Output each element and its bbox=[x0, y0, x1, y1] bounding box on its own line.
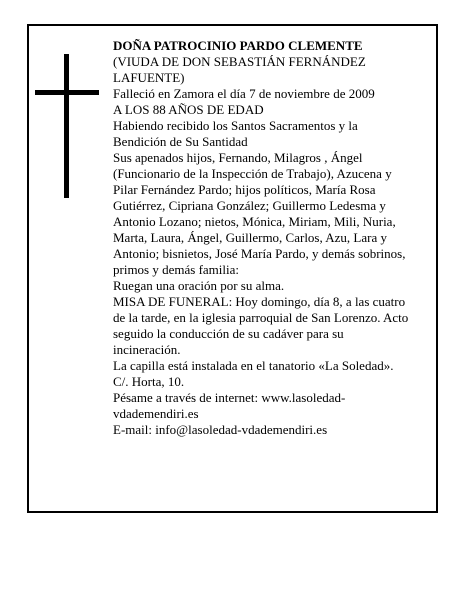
obituary-text bbox=[113, 38, 409, 438]
condolences-line: Pésame a través de internet: www.lasoledad-vdademendiri.es bbox=[113, 390, 346, 421]
widow-line: (VIUDA DE DON SEBASTIÁN FERNÁNDEZ LAFUENTE) bbox=[113, 54, 366, 85]
email-line: E-mail: info@lasoledad-vdademendiri.es bbox=[113, 422, 328, 437]
age-line: A LOS 88 AÑOS DE EDAD bbox=[113, 102, 264, 117]
chapel-line: La capilla está instalada en el tanatorio «La Soledad». C/. Horta, 10. bbox=[113, 358, 394, 389]
family-paragraph: Sus apenados hijos, Fernando, Milagros , Ángel (Funcionario de la Inspección de Trabajo), Azucena y Pilar Fernández Pardo; hijos políticos, María Rosa Gutiérrez, Cipriana González; Guillermo Ledesma y Antonio Lozano; nietos, Mónica, Miriam, Mili, Nuria, Marta, Laura, Ángel, Guillermo, Carlos, Azu, Lara y Antonio; bisnietos, José María Pardo, y demás sobrinos, primos y demás familia: bbox=[113, 150, 406, 277]
funeral-paragraph: MISA DE FUNERAL: Hoy domingo, día 8, a las cuatro de la tarde, en la iglesia parroquial de San Lorenzo. Acto seguido la conducción de su cadáver para su incineración. bbox=[113, 294, 409, 357]
death-line: Falleció en Zamora el día 7 de noviembre de 2009 bbox=[113, 86, 375, 101]
sacraments-line: Habiendo recibido los Santos Sacramentos y la Bendición de Su Santidad bbox=[113, 118, 358, 149]
prayer-line: Ruegan una oración por su alma. bbox=[113, 278, 285, 293]
deceased-name: DOÑA PATROCINIO PARDO CLEMENTE bbox=[113, 38, 363, 53]
cross-icon bbox=[35, 54, 99, 198]
